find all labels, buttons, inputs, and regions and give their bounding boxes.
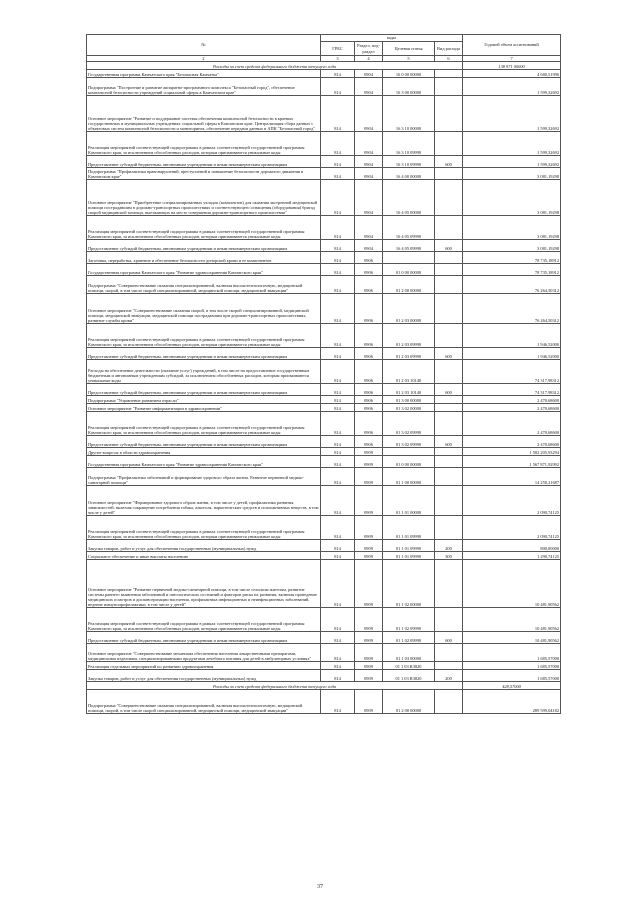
section-cell: 0906 xyxy=(355,264,383,276)
target-article-cell: 01 2 03 09990 xyxy=(383,348,435,360)
grbs-cell: 814 xyxy=(321,404,355,412)
section-label: Расходы за счет средств федерального бюджета текущего года xyxy=(87,62,463,70)
section-cell: 0904 xyxy=(355,156,383,168)
expense-type-cell xyxy=(435,96,463,132)
amount-cell: 10 481,90562 xyxy=(463,608,561,632)
section-cell: 0906 xyxy=(355,360,383,384)
expense-type-cell: 600 xyxy=(435,156,463,168)
section-cell: 0909 xyxy=(355,690,383,714)
amount-cell: 10 481,90562 xyxy=(463,560,561,608)
expense-type-cell xyxy=(435,264,463,276)
expense-type-cell: 200 xyxy=(435,670,463,682)
name-cell: Основное мероприятие "Развитие и поддержание системы обеспечения комплексной безопасности в краевых государственных и муниципальных учреждениях социальной сферы в Камчатском крае. Централизация сбора данных с объектовых систем комплексной безопасности и мониторинга, обеспечение передачи данных в АПК "Безопасный город" xyxy=(87,96,321,132)
target-article-cell: 01 1 01 09990 xyxy=(383,516,435,540)
section-cell: 0904 xyxy=(355,70,383,78)
table-row xyxy=(87,276,561,294)
amount-cell: 1 599,32692 xyxy=(463,132,561,156)
table-row xyxy=(87,360,561,384)
name-cell: Основное мероприятие "Формирование здорового образа жизни, в том числе у детей, профилактика развития зависимостей, включая сокращение потребления табака, алкоголя, наркотических средств и психоактивных веществ, в том числе у детей" xyxy=(87,486,321,516)
amount-cell: 1 599,32692 xyxy=(463,156,561,168)
section-cell: 0909 xyxy=(355,540,383,552)
expense-type-cell: 600 xyxy=(435,240,463,252)
table-row xyxy=(87,396,561,404)
expense-type-cell xyxy=(435,412,463,436)
amount-cell: 1 582 205,93294 xyxy=(463,448,561,456)
expense-type-cell xyxy=(435,132,463,156)
expense-type-cell xyxy=(435,448,463,456)
expense-type-cell xyxy=(435,276,463,294)
name-cell: Реализация мероприятий соответствующей подпрограммы в рамках соответствующей государственной программы Камчатского края, за исключением обособленных расходов, которым присваиваются уникальные коды xyxy=(87,608,321,632)
name-cell: Подпрограмма "Профилактика правонарушений, преступлений и повышение безопасности дорожного движения в Камчатском крае" xyxy=(87,168,321,180)
target-article-cell: 01 1 03 R3820 xyxy=(383,670,435,682)
target-article-cell: 01 3 00 00000 xyxy=(383,396,435,404)
amount-cell: 1 685,57000 xyxy=(463,670,561,682)
target-article-cell: 01 2 00 00000 xyxy=(383,690,435,714)
name-cell: Государственная программа Камчатского края "Развитие здравоохранения Камчатского края" xyxy=(87,456,321,468)
section-label: Расходы за счет средств федерального бюджета текущего года xyxy=(87,682,463,690)
table-row xyxy=(87,156,561,168)
budget-table xyxy=(86,34,561,714)
table-row xyxy=(87,404,561,412)
grbs-cell: 814 xyxy=(321,96,355,132)
name-cell: Другие вопросы в области здравоохранения xyxy=(87,448,321,456)
amount-cell: 1 567 871,92992 xyxy=(463,456,561,468)
table-row xyxy=(87,70,561,78)
table-row xyxy=(87,436,561,448)
name-cell: Предоставление субсидий бюджетным, автономным учреждениям и иным некоммерческим организациям xyxy=(87,240,321,252)
grbs-cell: 814 xyxy=(321,168,355,180)
grbs-cell: 814 xyxy=(321,448,355,456)
amount-cell: 14 258,21687 xyxy=(463,468,561,486)
name-cell: Основное мероприятие "Развитие информатизации в здравоохранении" xyxy=(87,404,321,412)
table-row xyxy=(87,468,561,486)
amount-cell: 10 481,90562 xyxy=(463,632,561,644)
expense-type-cell xyxy=(435,644,463,662)
section-cell: 0909 xyxy=(355,608,383,632)
expense-type-cell xyxy=(435,516,463,540)
header-number: № xyxy=(87,35,321,56)
table-row xyxy=(87,662,561,670)
table-row xyxy=(87,560,561,608)
section-cell: 0909 xyxy=(355,468,383,486)
grbs-cell: 814 xyxy=(321,276,355,294)
expense-type-cell: 600 xyxy=(435,632,463,644)
expense-type-cell xyxy=(435,456,463,468)
target-article-cell xyxy=(383,448,435,456)
section-row xyxy=(87,62,561,70)
budget-table-body xyxy=(87,62,561,714)
section-cell: 0906 xyxy=(355,396,383,404)
target-article-cell: 16 3 10 09990 xyxy=(383,156,435,168)
section-cell: 0909 xyxy=(355,486,383,516)
expense-type-cell xyxy=(435,662,463,670)
section-cell: 0906 xyxy=(355,348,383,360)
header-target-article: Целевая статья xyxy=(383,42,435,56)
grbs-cell: 814 xyxy=(321,552,355,560)
target-article-cell: 01 0 00 00000 xyxy=(383,456,435,468)
target-article-cell: 01 1 02 00000 xyxy=(383,560,435,608)
table-row xyxy=(87,384,561,396)
name-cell: Подпрограмма "Управление развитием отрасли" xyxy=(87,396,321,404)
header-expense-type: Вид расхода xyxy=(435,42,463,56)
header-amount: Годовой объем ассигнований xyxy=(463,35,561,56)
target-article-cell: 01 2 03 00000 xyxy=(383,294,435,324)
grbs-cell: 814 xyxy=(321,180,355,216)
grbs-cell: 814 xyxy=(321,252,355,264)
expense-type-cell xyxy=(435,396,463,404)
target-article-cell: 01 2 00 00000 xyxy=(383,276,435,294)
table-row xyxy=(87,168,561,180)
table-row xyxy=(87,608,561,632)
grbs-cell: 814 xyxy=(321,486,355,516)
grbs-cell: 814 xyxy=(321,412,355,436)
grbs-cell: 814 xyxy=(321,240,355,252)
name-cell: Расходы на обеспечение деятельности (оказание услуг) учреждений, в том числе на предоставление государственным бюджетным и автономным учреждениям субсидий, за исключением обособленных расходов, которым присваиваются уникальные коды xyxy=(87,360,321,384)
header-index: 5 xyxy=(383,56,435,62)
name-cell: Основное мероприятие "Развитие первичной медико-санитарной помощи, в том числе сельским жителям, развитие системы раннего выявления заболеваний и патологических состояний и факторов риска их развития, включая проведение медицинских осмотров и диспансеризации населения, профилактика инфекционных и неинфекционных заболеваний, ведение иммунопрофилактики, в том числе у детей" xyxy=(87,560,321,608)
target-article-cell: 01 2 03 10140 xyxy=(383,360,435,384)
table-row xyxy=(87,456,561,468)
section-cell: 0906 xyxy=(355,276,383,294)
section-cell: 0904 xyxy=(355,216,383,240)
expense-type-cell xyxy=(435,180,463,216)
target-article-cell: 01 3 02 00000 xyxy=(383,404,435,412)
section-cell: 0906 xyxy=(355,436,383,448)
name-cell: Предоставление субсидий бюджетным, автономным учреждениям и иным некоммерческим организациям xyxy=(87,348,321,360)
table-row xyxy=(87,180,561,216)
name-cell: Государственная программа Камчатского края "Развитие здравоохранения Камчатского края" xyxy=(87,264,321,276)
grbs-cell: 814 xyxy=(321,468,355,486)
target-article-cell: 01 3 02 09990 xyxy=(383,436,435,448)
name-cell: Заготовка, переработка, хранение и обеспечение безопасности донорской крови и ее компонентов xyxy=(87,252,321,264)
amount-cell: 2 090,74125 xyxy=(463,516,561,540)
section-cell: 0906 xyxy=(355,324,383,348)
grbs-cell: 814 xyxy=(321,644,355,662)
section-cell: 0909 xyxy=(355,670,383,682)
name-cell: Предоставление субсидий бюджетным, автономным учреждениям и иным некоммерческим организациям xyxy=(87,384,321,396)
amount-cell: 800,00000 xyxy=(463,540,561,552)
header-index: 2 xyxy=(87,56,321,62)
amount-cell: 78 735,18912 xyxy=(463,264,561,276)
grbs-cell: 814 xyxy=(321,156,355,168)
section-cell: 0909 xyxy=(355,632,383,644)
table-row xyxy=(87,132,561,156)
table-row xyxy=(87,690,561,714)
target-article-cell: 16 3 10 00000 xyxy=(383,96,435,132)
section-cell: 0906 xyxy=(355,412,383,436)
section-cell: 0909 xyxy=(355,552,383,560)
target-article-cell: 16 3 10 09990 xyxy=(383,132,435,156)
target-article-cell: 16 4 05 09990 xyxy=(383,240,435,252)
section-cell: 0904 xyxy=(355,168,383,180)
table-row xyxy=(87,324,561,348)
name-cell: Основное мероприятие "Совершенствование механизма обеспечения населения лекарственными препаратами, медицинскими изделиями, специализированными продуктами лечебного питания для детей в амбулаторных условиях" xyxy=(87,644,321,662)
target-article-cell: 01 1 00 00000 xyxy=(383,468,435,486)
grbs-cell: 814 xyxy=(321,360,355,384)
name-cell: Реализация мероприятий соответствующей подпрограммы в рамках соответствующей государственной программы Камчатского края, за исключением обособленных расходов, которым присваиваются уникальные коды xyxy=(87,216,321,240)
amount-cell: 2 470,68600 xyxy=(463,412,561,436)
amount-cell: 2 090,74125 xyxy=(463,486,561,516)
expense-type-cell xyxy=(435,168,463,180)
name-cell: Основное мероприятие "Приобретение специализированных укладок (комплектов) для оказания экстренной медицинской помощи пострадавшим в дорожно-транспортных происшествиях и соответствующего оснащения (оборудования) бригад скорой медицинской помощи, выезжающих на место совершения дорожно-транспортного происшествия" xyxy=(87,180,321,216)
header-index: 6 xyxy=(435,56,463,62)
section-cell: 0909 xyxy=(355,456,383,468)
expense-type-cell xyxy=(435,78,463,96)
target-article-cell: 01 1 01 00000 xyxy=(383,486,435,516)
amount-cell: 3 081,19298 xyxy=(463,240,561,252)
section-row xyxy=(87,682,561,690)
name-cell: Предоставление субсидий бюджетным, автономным учреждениям и иным некоммерческим организациям xyxy=(87,436,321,448)
grbs-cell: 814 xyxy=(321,436,355,448)
header-grbs: ГРБС xyxy=(321,42,355,56)
table-row xyxy=(87,632,561,644)
amount-cell: 2 470,68600 xyxy=(463,404,561,412)
expense-type-cell xyxy=(435,468,463,486)
amount-cell: 1 685,57000 xyxy=(463,644,561,662)
target-article-cell: 01 1 01 09990 xyxy=(383,540,435,552)
name-cell: Подпрограмма "Совершенствование оказания специализированной, включая высокотехнологичную, медицинской помощи, скорой, в том числе скорой специализированной, медицинской помощи, медицинской эвакуации" xyxy=(87,690,321,714)
target-article-cell: 16 0 00 00000 xyxy=(383,70,435,78)
grbs-cell: 814 xyxy=(321,608,355,632)
expense-type-cell xyxy=(435,294,463,324)
expense-type-cell xyxy=(435,608,463,632)
expense-type-cell xyxy=(435,252,463,264)
section-cell: 0909 xyxy=(355,644,383,662)
name-cell: Предоставление субсидий бюджетным, автономным учреждениям и иным некоммерческим организациям xyxy=(87,632,321,644)
table-row xyxy=(87,252,561,264)
section-cell: 0904 xyxy=(355,132,383,156)
table-row xyxy=(87,216,561,240)
name-cell: Подпрограмма "Профилактика заболеваний и формирование здорового образа жизни. Развитие первичной медико-санитарной помощи" xyxy=(87,468,321,486)
amount-cell: 76 264,50312 xyxy=(463,294,561,324)
header-codes: коды xyxy=(321,35,463,42)
amount-cell: 3 081,19298 xyxy=(463,216,561,240)
amount-cell: 2 470,68600 xyxy=(463,436,561,448)
grbs-cell: 814 xyxy=(321,264,355,276)
amount-cell: 1 685,57000 xyxy=(463,662,561,670)
grbs-cell: 814 xyxy=(321,70,355,78)
table-row xyxy=(87,264,561,276)
target-article-cell: 01 2 03 09990 xyxy=(383,324,435,348)
target-article-cell: 01 1 03 00000 xyxy=(383,644,435,662)
grbs-cell: 814 xyxy=(321,632,355,644)
name-cell: Реализация мероприятий соответствующей подпрограммы в рамках соответствующей государственной программы Камчатского края, за исключением обособленных расходов, которым присваиваются уникальные коды xyxy=(87,132,321,156)
section-cell: 0909 xyxy=(355,560,383,608)
table-row xyxy=(87,78,561,96)
expense-type-cell: 200 xyxy=(435,540,463,552)
grbs-cell: 814 xyxy=(321,78,355,96)
amount-cell: 4 680,51996 xyxy=(463,70,561,78)
expense-type-cell: 600 xyxy=(435,436,463,448)
grbs-cell: 814 xyxy=(321,670,355,682)
section-cell: 0906 xyxy=(355,294,383,324)
table-row xyxy=(87,644,561,662)
amount-cell: 1 946,52000 xyxy=(463,324,561,348)
target-article-cell: 01 2 03 10140 xyxy=(383,384,435,396)
table-row xyxy=(87,412,561,436)
amount-cell: 76 264,50312 xyxy=(463,276,561,294)
target-article-cell: 16 4 05 09990 xyxy=(383,216,435,240)
expense-type-cell xyxy=(435,70,463,78)
amount-cell: 3 081,19298 xyxy=(463,180,561,216)
header-section: Раздел, под-раздел xyxy=(355,42,383,56)
expense-type-cell xyxy=(435,360,463,384)
header-index: 7 xyxy=(463,56,561,62)
section-cell: 0904 xyxy=(355,240,383,252)
amount-cell: 1 599,32692 xyxy=(463,96,561,132)
table-row xyxy=(87,540,561,552)
name-cell: Подпрограмма "Построение и развитие аппаратно-программного комплекса "Безопасный город", обеспечение комплексной безопасности учреждений социальной сферы в Камчатском крае" xyxy=(87,78,321,96)
amount-cell: 1 290,74125 xyxy=(463,552,561,560)
section-cell: 0904 xyxy=(355,180,383,216)
name-cell: Закупка товаров, работ и услуг для обеспечения государственных (муниципальных) нужд xyxy=(87,670,321,682)
grbs-cell: 814 xyxy=(321,132,355,156)
expense-type-cell xyxy=(435,404,463,412)
grbs-cell: 814 xyxy=(321,294,355,324)
amount-cell: 289 599,04182 xyxy=(463,690,561,714)
table-row xyxy=(87,96,561,132)
name-cell: Государственная программа Камчатского края "Безопасная Камчатка" xyxy=(87,70,321,78)
grbs-cell: 814 xyxy=(321,384,355,396)
amount-cell: 138 971 00000 xyxy=(463,62,561,70)
section-cell: 0909 xyxy=(355,662,383,670)
section-cell: 0909 xyxy=(355,448,383,456)
section-cell: 0906 xyxy=(355,252,383,264)
table-row xyxy=(87,552,561,560)
expense-type-cell xyxy=(435,560,463,608)
target-article-cell: 16 3 00 00000 xyxy=(383,78,435,96)
name-cell: Реализация мероприятий соответствующей подпрограммы в рамках соответствующей государственной программы Камчатского края, за исключением обособленных расходов, которым присваиваются уникальные коды xyxy=(87,324,321,348)
table-row xyxy=(87,486,561,516)
name-cell: Реализация мероприятий соответствующей подпрограммы в рамках соответствующей государственной программы Камчатского края, за исключением обособленных расходов, которым присваиваются уникальные коды xyxy=(87,516,321,540)
amount-cell: 74 317,98312 xyxy=(463,384,561,396)
amount-cell: 2 470,68600 xyxy=(463,396,561,404)
grbs-cell: 814 xyxy=(321,456,355,468)
expense-type-cell: 600 xyxy=(435,384,463,396)
table-row xyxy=(87,670,561,682)
name-cell: Подпрограмма "Совершенствование оказания специализированной, включая высокотехнологичную, медицинской помощи, скорой, в том числе скорой специализированной, медицинской помощи, медицинской эвакуации" xyxy=(87,276,321,294)
target-article-cell: 01 1 02 09990 xyxy=(383,608,435,632)
grbs-cell: 814 xyxy=(321,662,355,670)
section-cell: 0909 xyxy=(355,516,383,540)
section-cell: 0906 xyxy=(355,404,383,412)
target-article-cell: 01 1 01 09990 xyxy=(383,552,435,560)
table-row xyxy=(87,240,561,252)
amount-cell: 74 317,98312 xyxy=(463,360,561,384)
amount-cell: 78 735,18912 xyxy=(463,252,561,264)
section-cell: 0904 xyxy=(355,96,383,132)
amount-cell: 3 081,19298 xyxy=(463,168,561,180)
table-row xyxy=(87,448,561,456)
table-row xyxy=(87,294,561,324)
grbs-cell: 814 xyxy=(321,324,355,348)
page-number: 37 xyxy=(317,884,323,890)
section-cell: 0904 xyxy=(355,78,383,96)
grbs-cell: 814 xyxy=(321,516,355,540)
target-article-cell: 01 1 02 09990 xyxy=(383,632,435,644)
amount-cell: 1 946,52000 xyxy=(463,348,561,360)
grbs-cell: 814 xyxy=(321,690,355,714)
table-row xyxy=(87,348,561,360)
name-cell: Предоставление субсидий бюджетным, автономным учреждениям и иным некоммерческим организациям xyxy=(87,156,321,168)
target-article-cell: 01 0 00 00000 xyxy=(383,264,435,276)
budget-table-sheet xyxy=(86,34,560,714)
grbs-cell: 814 xyxy=(321,348,355,360)
target-article-cell: 16 4 05 00000 xyxy=(383,180,435,216)
grbs-cell: 814 xyxy=(321,560,355,608)
expense-type-cell xyxy=(435,324,463,348)
name-cell: Реализация отдельных мероприятий по развитию здравоохранения xyxy=(87,662,321,670)
expense-type-cell xyxy=(435,486,463,516)
header-index: 3 xyxy=(321,56,355,62)
name-cell: Основное мероприятие "Совершенствование оказания скорой, в том числе скорой специализированной, медицинской помощи, медицинской эвакуации, медицинской помощи пострадавшим при дорожно-транспортных происшествиях, развитие службы крови" xyxy=(87,294,321,324)
grbs-cell: 814 xyxy=(321,216,355,240)
amount-cell: 428,57000 xyxy=(463,682,561,690)
expense-type-cell xyxy=(435,690,463,714)
table-row xyxy=(87,516,561,540)
expense-type-cell: 600 xyxy=(435,348,463,360)
grbs-cell: 814 xyxy=(321,396,355,404)
name-cell: Закупка товаров, работ и услуг для обеспечения государственных (муниципальных) нужд xyxy=(87,540,321,552)
target-article-cell: 01 3 02 09990 xyxy=(383,412,435,436)
target-article-cell xyxy=(383,252,435,264)
section-cell: 0906 xyxy=(355,384,383,396)
expense-type-cell xyxy=(435,216,463,240)
target-article-cell: 01 1 03 R3820 xyxy=(383,662,435,670)
amount-cell: 1 599,32692 xyxy=(463,78,561,96)
name-cell: Реализация мероприятий соответствующей подпрограммы в рамках соответствующей государственной программы Камчатского края, за исключением обособленных расходов, которым присваиваются уникальные коды xyxy=(87,412,321,436)
header-index: 4 xyxy=(355,56,383,62)
expense-type-cell: 300 xyxy=(435,552,463,560)
name-cell: Социальное обеспечение и иные выплаты населению xyxy=(87,552,321,560)
grbs-cell: 814 xyxy=(321,540,355,552)
target-article-cell: 16 4 00 00000 xyxy=(383,168,435,180)
